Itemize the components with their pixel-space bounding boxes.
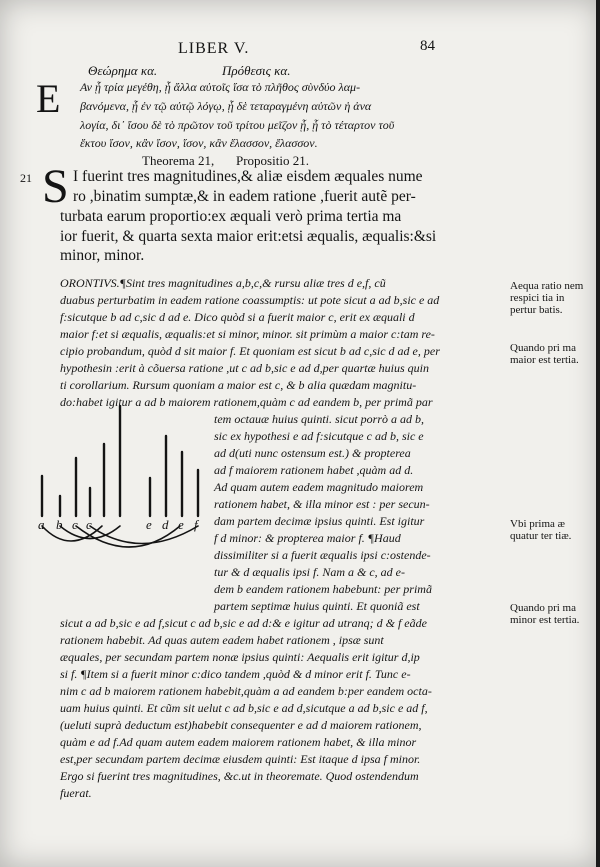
latin-theorem-heading: Theorema 21, xyxy=(142,153,215,168)
commentary-line: dem b eandem rationem habebunt: per primã xyxy=(214,582,432,596)
commentary-line: (ueluti suprà deductum est)habebit consequenter e ad d maiorem rationem, xyxy=(60,718,422,732)
commentary-line: est,per secundam partem decimæ eiusdem quinti: Est itaque d ipsa f minor. xyxy=(60,752,421,766)
figure-label: c xyxy=(86,517,92,532)
figure-label: d xyxy=(162,517,169,532)
latin-line: I fuerint tres magnitudines,& aliæ eisdem æquales nume xyxy=(73,168,423,185)
commentary-line: nim c ad b maiorem rationem habebit,quàm a ad eandem b:per eandem octa- xyxy=(60,684,432,698)
magnitudes-figure xyxy=(30,396,212,558)
commentary-line: dam partem decimæ ipsius quinti. Est igitur xyxy=(214,514,425,528)
page-number: 84 xyxy=(420,38,435,54)
greek-proposition-heading: Πρόθεσις κα. xyxy=(222,63,291,78)
figure-label: c xyxy=(72,517,78,532)
commentary-line: quàm e ad f.Ad quam autem eadem maiorem rationem habet, & illa minor xyxy=(60,735,417,749)
figure-label: e xyxy=(146,517,152,532)
commentary-line: hypothesin :erit à cõuersa ratione ,ut c ad b,sic e ad d,per quartæ huius quin xyxy=(60,361,429,375)
commentary-line: fuerat. xyxy=(60,786,92,800)
figure-label: f xyxy=(194,517,198,532)
commentary-line: Ergo si fuerint tres magnitudines, &c.ut in theoremate. Quod ostendendum xyxy=(60,769,419,783)
page-edge xyxy=(596,0,600,867)
latin-line: minor, minor. xyxy=(60,247,145,264)
margin-note: Quando pri ma maior est tertia. xyxy=(510,342,579,366)
figure-label: e xyxy=(178,517,184,532)
commentary-line: cipio probandum, quòd d sit maior f. Et quoniam est sicut b ad c,sic d ad e, per xyxy=(60,344,440,358)
greek-initial: Ε xyxy=(36,76,61,121)
commentary-line: sic ex hypothesi e ad f:sicutque c ad b, sic e xyxy=(214,429,424,443)
margin-note: Quando pri ma minor est tertia. xyxy=(510,602,580,626)
greek-line: λογία, δι᾽ ἴσου δὲ τὸ πρῶτον τοῦ τρίτου μεῖζον ᾖ, ᾗ τὸ τέταρτον τοῦ xyxy=(80,118,395,132)
running-title: LIBER V. xyxy=(178,40,250,57)
greek-line: ἕκτου ἴσον, κἂν ἴσον, ἴσον, κἂν ἔλασσον, ἔλασσον. xyxy=(80,136,318,150)
commentary-line: ad d(uti nunc ostensum est.) & propterea xyxy=(214,446,411,460)
figure-label: b xyxy=(56,517,63,532)
commentary-line: f:sicutque b ad c,sic d ad e. Dico quòd si a fuerit maior c, erit ex æquali d xyxy=(60,310,415,324)
commentary-line: do:habet igitur a ad b maiorem rationem,quàm c ad eandem b, per primã par xyxy=(60,395,433,409)
latin-proposition-heading: Propositio 21. xyxy=(236,153,309,168)
commentary-line: dissimiliter si a fuerit æqualis ipsi c:ostende- xyxy=(214,548,431,562)
margin-proposition-number: 21 xyxy=(20,171,32,185)
commentary-line: partem septimæ huius quinti. Et quoniã est xyxy=(214,599,420,613)
figure-label: a xyxy=(38,517,45,532)
commentary-line: æquales, per secundam partem nonæ ipsius quinti: Aequalis erit igitur d,ip xyxy=(60,650,420,664)
greek-line: βανόμενα, ᾗ ἐν τῷ αὐτῷ λόγῳ, ᾗ δὲ τεταραγμένη αὐτῶν ἡ ἀνα xyxy=(80,99,372,113)
commentary-line: ORONTIVS.¶Sint tres magnitudines a,b,c,& rursu aliæ tres d e,f, cũ xyxy=(60,276,386,290)
margin-note: Vbi prima æ quatur ter tiæ. xyxy=(510,518,572,542)
latin-line: turbata earum proportio:ex æquali verò prima tertia ma xyxy=(60,208,402,225)
commentary-line: rationem habet, & illa minor est : per secun- xyxy=(214,497,430,511)
commentary-line: ti corollarium. Rursum quoniam a maior est c, & b alia quædam magnitu- xyxy=(60,378,417,392)
greek-line: Αν ᾖ τρία μεγέθη, ᾗ ἄλλα αὐτοῖς ἴσα τὸ πλῆθος σὺνδύο λαμ- xyxy=(80,80,361,94)
latin-line: ior fuerit, & quarta sexta maior erit:etsi æqualis, æqualis:&si xyxy=(60,228,437,245)
margin-note: Aequa ratio nem respici tia in pertur batis. xyxy=(510,280,584,316)
commentary-line: rationem habebit. Ad quas autem eadem habet rationem , ipsæ sunt xyxy=(60,633,384,647)
commentary-line: f d minor: & propterea maior f. ¶Haud xyxy=(214,531,401,545)
latin-line: ro ,binatim sumptæ,& in eadem ratione ,fuerit autẽ per- xyxy=(73,188,416,205)
commentary-line: tur & d æqualis ipsi f. Nam a & c, ad e- xyxy=(214,565,406,579)
commentary-line: maior f:et si æqualis, æqualis:et si minor, minor. sit primùm a maior c:tam re- xyxy=(60,327,435,341)
commentary-line: tem octauæ huius quinti. sicut porrò a ad b, xyxy=(214,412,424,426)
latin-initial: S xyxy=(42,160,69,213)
commentary-line: uam huius quinti. Et cũm sit uelut c ad b,sic e ad d,sicutque a ad b,sic e ad f, xyxy=(60,701,428,715)
greek-theorem-heading: Θεώρημα κα. xyxy=(88,63,158,78)
commentary-line: duabus perturbatim in eadem ratione coassumptis: ut pote sicut a ad b,sic e ad xyxy=(60,293,440,307)
commentary-line: si f. ¶Item si a fuerit minor c:dico tandem ,quòd & d minor erit f. Tunc e- xyxy=(60,667,411,681)
commentary-line: ad f maiorem rationem habet ,quàm ad d. xyxy=(214,463,414,477)
commentary-line: sicut a ad b,sic e ad f,sicut c ad b,sic e ad d:& e igitur ad utranq; d & f eãde xyxy=(60,616,427,630)
commentary-line: Ad quam autem eadem magnitudo maiorem xyxy=(214,480,424,494)
